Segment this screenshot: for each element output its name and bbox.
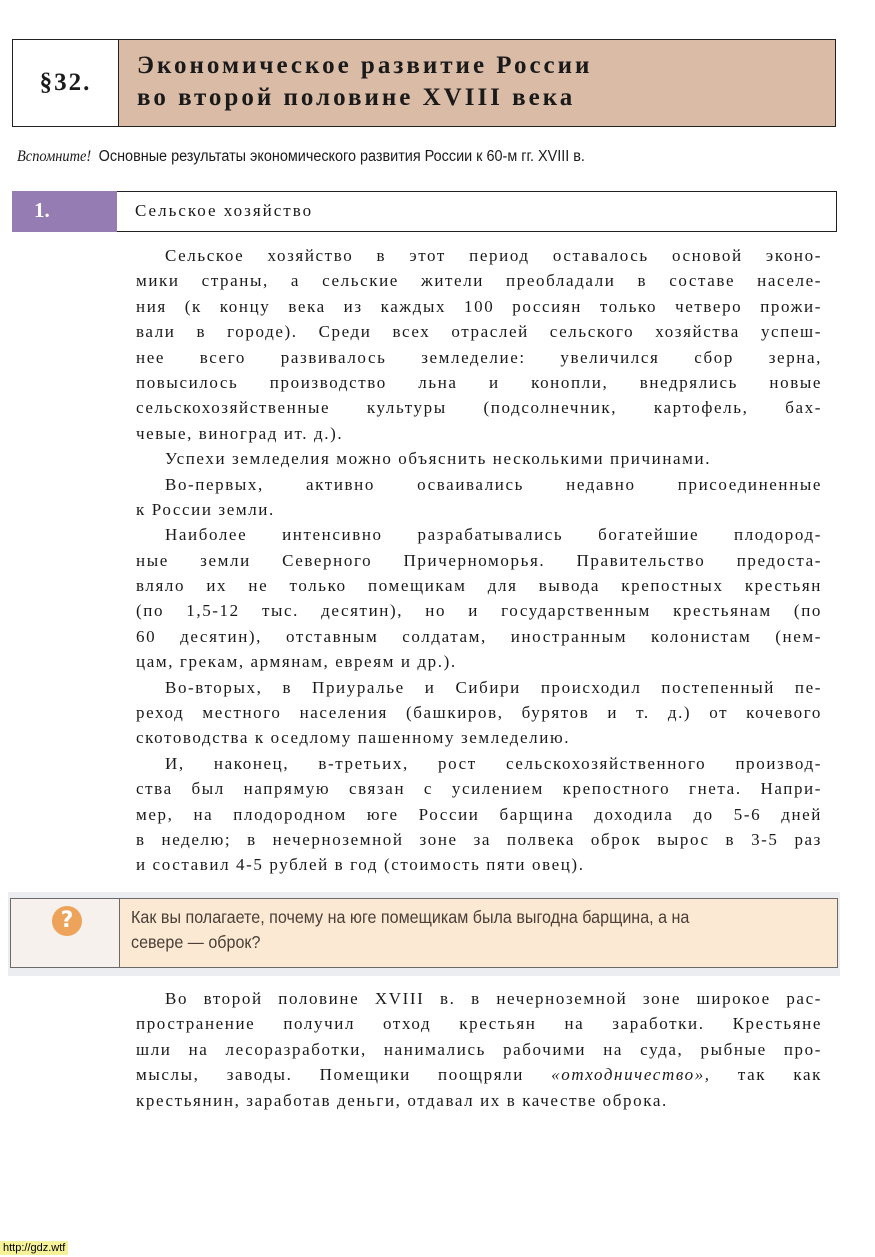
remember-note xyxy=(17,148,585,166)
section-number: 1. xyxy=(12,191,117,232)
text-line: Во второй половине XVIII в. в нечерноземной зоне широкое рас- xyxy=(165,989,822,1008)
text-line: Успехи земледелия можно объяснить несколькими причинами. xyxy=(165,449,712,469)
text-line: нее всего развивалось земледелие: увеличился сбор зерна, xyxy=(136,347,822,367)
title-line-1: Экономическое развитие России xyxy=(137,52,593,79)
text-line xyxy=(136,1062,822,1087)
text-line: Сельское хозяйство в этот период оставалось основой эконо- xyxy=(165,246,822,265)
remember-label: Вспомните! xyxy=(17,148,92,165)
paragraph-number: §32. xyxy=(13,40,119,126)
section-header xyxy=(12,191,837,232)
text-line: в неделю; в нечерноземной зоне за полвека оброк вырос в 3-5 раз xyxy=(136,829,822,849)
paragraph-header xyxy=(12,39,836,127)
text-line: пространение получил отход крестьян на заработки. Крестьяне xyxy=(136,1014,822,1034)
text-line: и составил 4-5 рублей в год (стоимость пяти овец). xyxy=(136,855,585,875)
question-icon-cell xyxy=(11,899,120,967)
text-line: скотоводства к оседлому пашенному земледелию. xyxy=(136,728,571,748)
question-text xyxy=(120,899,780,967)
text-line: сельскохозяйственные культуры (подсолнечник, картофель, бах- xyxy=(136,398,822,418)
question-box xyxy=(10,898,838,968)
text-line: реход местного населения (башкиров, бурятов и т. д.) от кочевого xyxy=(136,703,822,723)
text-line: ния (к концу века из каждых 100 россиян только четверо прожи- xyxy=(136,296,822,316)
text-segment: так как xyxy=(710,1065,822,1085)
remember-text: Основные результаты экономического развития России к 60-м гг. XVIII в. xyxy=(98,148,585,165)
text-line: Во-первых, активно осваивались недавно присоединенные xyxy=(165,474,822,494)
text-line: цам, грекам, армянам, евреям и др.). xyxy=(136,652,457,672)
text-line: Наиболее интенсивно разрабатывались богатейшие плодород- xyxy=(165,525,822,545)
text-line: 60 десятин), отставным солдатам, иностранным колонистам (нем- xyxy=(136,626,822,646)
text-line: чевые, виноград ит. д.). xyxy=(136,423,344,443)
text-line: к России земли. xyxy=(136,499,275,519)
text-line: вали в городе). Среди всех отраслей сельского хозяйства успеш- xyxy=(136,322,822,342)
text-line: ства был напрямую связан с усилением крепостного гнета. Напри- xyxy=(136,779,822,799)
paragraph-title xyxy=(119,40,835,126)
text-line: шли на лесоразработки, нанимались рабочими на суда, рыбные про- xyxy=(136,1039,822,1059)
text-line: ные земли Северного Причерноморья. Правительство предоста- xyxy=(136,550,822,570)
term-otkhodnichestvo: «отходничество», xyxy=(551,1065,711,1085)
text-line: мики страны, а сельские жители преобладали в составе населе- xyxy=(136,271,822,291)
title-line-2: во второй половине XVIII века xyxy=(137,84,576,111)
body-text xyxy=(136,243,822,878)
text-line: вляло их не только помещикам для вывода крепостных крестьян xyxy=(136,576,822,596)
question-line: севере — оброк? xyxy=(131,932,261,952)
text-segment: мыслы, заводы. Помещики поощряли xyxy=(136,1065,552,1085)
footer-url[interactable]: http://gdz.wtf xyxy=(0,1241,68,1255)
text-line: мер, на плодородном юге России барщина доходила до 5-6 дней xyxy=(136,804,822,824)
text-line: (по 1,5-12 тыс. десятин), но и государственным крестьянам (по xyxy=(136,601,822,621)
body-text-after xyxy=(136,986,822,1113)
question-line: Как вы полагаете, почему на юге помещикам была выгодна барщина, а на xyxy=(131,907,690,927)
text-line: крестьянин, заработав деньги, отдавал их в качестве оброка. xyxy=(136,1090,668,1110)
text-line: Во-вторых, в Приуралье и Сибири происходил постепенный пе- xyxy=(165,677,822,697)
text-line: И, наконец, в-третьих, рост сельскохозяйственного производ- xyxy=(165,753,822,773)
question-mark-icon: ? xyxy=(52,906,82,936)
section-title: Сельское хозяйство xyxy=(117,191,837,232)
text-line: повысилось производство льна и конопли, внедрялись новые xyxy=(136,372,822,392)
